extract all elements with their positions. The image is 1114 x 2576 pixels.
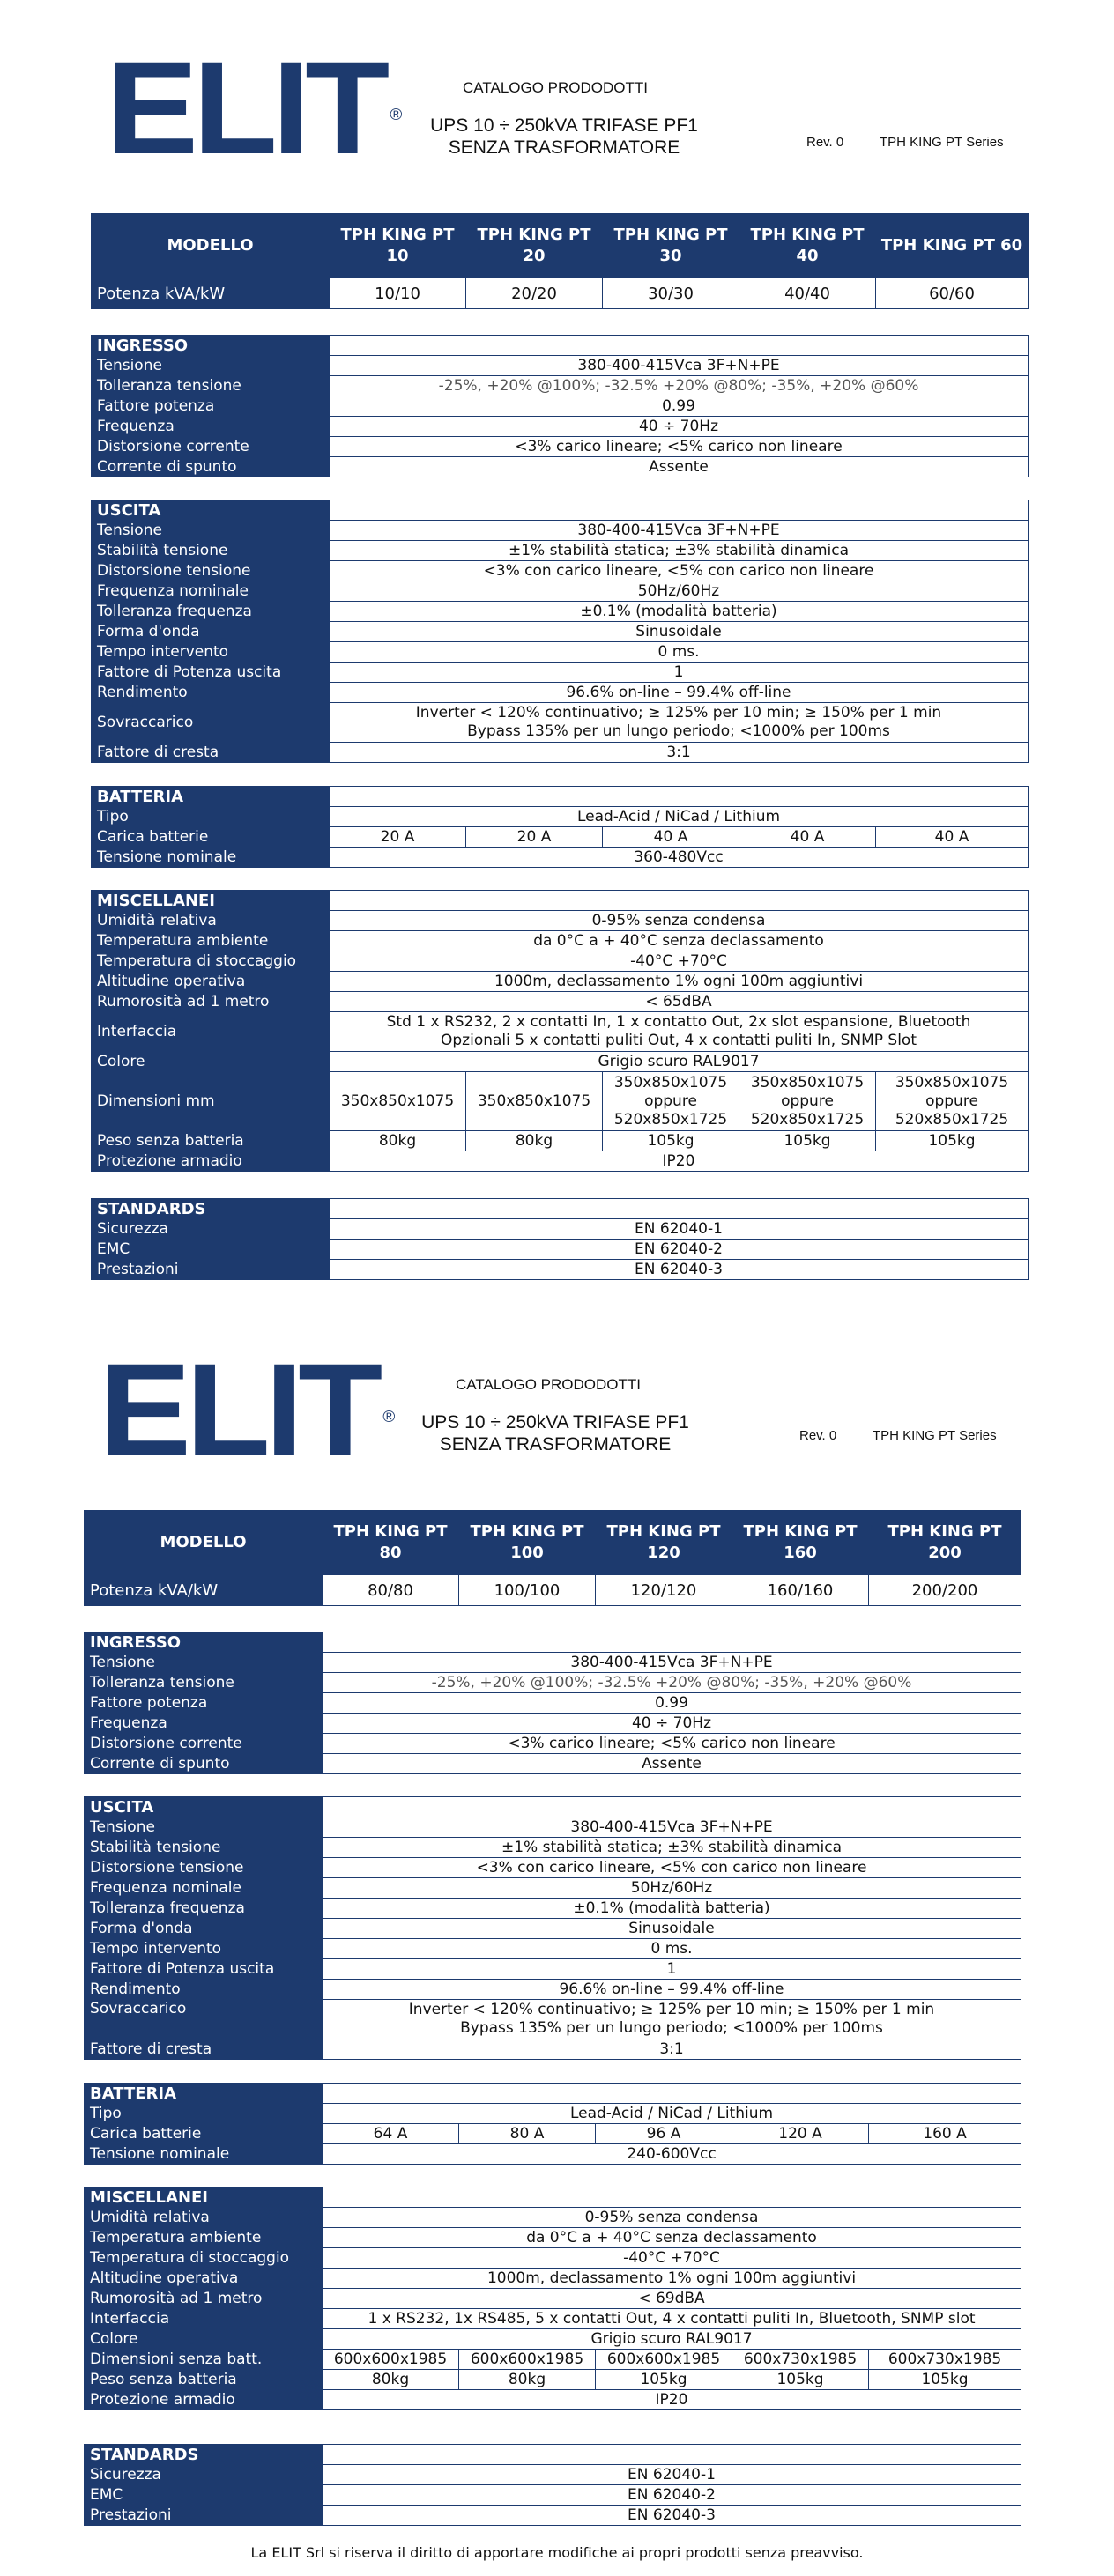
spec-value: 80kg bbox=[330, 1131, 466, 1151]
model-name: TPH KING PT 20 bbox=[466, 214, 603, 278]
spec-label: Interfaccia bbox=[85, 2309, 323, 2329]
elit-logo: ELIT ® bbox=[99, 1336, 396, 1484]
spec-value: ±1% stabilità statica; ±3% stabilità dinamica bbox=[323, 1838, 1021, 1858]
section-title: STANDARDS bbox=[85, 2445, 323, 2465]
spec-value: 350x850x1075 bbox=[466, 1072, 603, 1131]
spec-value: 380-400-415Vca 3F+N+PE bbox=[330, 356, 1029, 376]
spec-value: 50Hz/60Hz bbox=[330, 581, 1029, 602]
power-label: Potenza kVA/kW bbox=[92, 278, 330, 309]
battery-section bbox=[84, 2083, 1021, 2165]
spec-label: Tensione nominale bbox=[85, 2144, 323, 2165]
model-name: TPH KING PT 30 bbox=[603, 214, 739, 278]
spec-value: Lead-Acid / NiCad / Lithium bbox=[330, 807, 1029, 827]
spec-value: < 69dBA bbox=[323, 2289, 1021, 2309]
series-label: TPH KING PT Series bbox=[873, 1428, 997, 1443]
spec-label: Sicurezza bbox=[92, 1219, 330, 1240]
spec-label: Umidità relativa bbox=[85, 2208, 323, 2228]
spec-value: 0.99 bbox=[323, 1693, 1021, 1714]
spec-label: Fattore potenza bbox=[92, 396, 330, 417]
power-value: 200/200 bbox=[869, 1575, 1021, 1606]
spec-value: 50Hz/60Hz bbox=[323, 1878, 1021, 1899]
spec-value: <3% carico lineare; <5% carico non lineare bbox=[330, 437, 1029, 457]
spec-label: Distorsione corrente bbox=[85, 1734, 323, 1754]
spec-label: EMC bbox=[92, 1240, 330, 1260]
model-name: TPH KING PT 120 bbox=[596, 1511, 732, 1575]
spec-value: <3% con carico lineare, <5% con carico non lineare bbox=[323, 1858, 1021, 1878]
spec-value: 1 bbox=[330, 663, 1029, 683]
spec-label: Rendimento bbox=[92, 683, 330, 703]
spec-label: Frequenza nominale bbox=[85, 1878, 323, 1899]
spec-value: 20 A bbox=[466, 827, 603, 848]
spec-label: Rumorosità ad 1 metro bbox=[92, 992, 330, 1012]
catalog-title: CATALOGO PRODODOTTI bbox=[456, 1376, 641, 1393]
power-value: 160/160 bbox=[732, 1575, 869, 1606]
spec-label: Altitudine operativa bbox=[85, 2269, 323, 2289]
model-name: TPH KING PT 200 bbox=[869, 1511, 1021, 1575]
spec-label: Tolleranza tensione bbox=[92, 376, 330, 396]
spec-label: Fattore di Potenza uscita bbox=[92, 663, 330, 683]
model-header-label: MODELLO bbox=[92, 214, 330, 278]
spec-value: -40°C +70°C bbox=[323, 2248, 1021, 2269]
spec-value: 3:1 bbox=[323, 2039, 1021, 2060]
spec-label: Tempo intervento bbox=[85, 1939, 323, 1959]
spec-value: da 0°C a + 40°C senza declassamento bbox=[330, 931, 1029, 951]
spec-value: 1000m, declassamento 1% ogni 100m aggiuntivi bbox=[330, 972, 1029, 992]
spec-label: Distorsione tensione bbox=[85, 1858, 323, 1878]
spec-value: 160 A bbox=[869, 2124, 1021, 2144]
disclaimer-footer: La ELIT Srl si riserva il diritto di apportare modifiche ai propri prodotti senza preavviso. bbox=[250, 2544, 864, 2561]
input-section bbox=[91, 335, 1029, 477]
model-name: TPH KING PT 40 bbox=[739, 214, 876, 278]
spec-value: ±0.1% (modalità batteria) bbox=[330, 602, 1029, 622]
spec-value: 600x600x1985 bbox=[323, 2350, 459, 2370]
power-value: 10/10 bbox=[330, 278, 466, 309]
spec-label: Tensione bbox=[85, 1653, 323, 1673]
spec-label: Corrente di spunto bbox=[92, 457, 330, 477]
spec-label: Tolleranza frequenza bbox=[92, 602, 330, 622]
section-title: STANDARDS bbox=[92, 1199, 330, 1219]
spec-label: Rendimento bbox=[85, 1980, 323, 2000]
spec-value: 105kg bbox=[869, 2370, 1021, 2390]
input-section bbox=[84, 1632, 1021, 1774]
spec-label: Temperatura ambiente bbox=[92, 931, 330, 951]
spec-label: Protezione armadio bbox=[92, 1151, 330, 1172]
section-title: INGRESSO bbox=[85, 1632, 323, 1653]
spec-value: IP20 bbox=[330, 1151, 1029, 1172]
model-name: TPH KING PT 10 bbox=[330, 214, 466, 278]
spec-label: Altitudine operativa bbox=[92, 972, 330, 992]
spec-value: 600x730x1985 bbox=[732, 2350, 869, 2370]
section-title: BATTERIA bbox=[85, 2084, 323, 2104]
spec-value: 80kg bbox=[466, 1131, 603, 1151]
spec-value: IP20 bbox=[323, 2390, 1021, 2410]
spec-label: EMC bbox=[85, 2485, 323, 2506]
spec-value: 40 A bbox=[876, 827, 1029, 848]
power-value: 120/120 bbox=[596, 1575, 732, 1606]
spec-value: Assente bbox=[330, 457, 1029, 477]
spec-label: Corrente di spunto bbox=[85, 1754, 323, 1774]
spec-value: 600x730x1985 bbox=[869, 2350, 1021, 2370]
spec-value: Grigio scuro RAL9017 bbox=[330, 1052, 1029, 1072]
spec-label: Fattore potenza bbox=[85, 1693, 323, 1714]
spec-label: Prestazioni bbox=[92, 1260, 330, 1280]
spec-value: Std 1 x RS232, 2 x contatti In, 1 x contatto Out, 2x slot espansione, Bluetooth Opzionali 5 x contatti puliti Out, 4 x contatti puliti In, SNMP Slot bbox=[330, 1012, 1029, 1052]
spec-label: Tensione bbox=[85, 1817, 323, 1838]
spec-value: < 65dBA bbox=[330, 992, 1029, 1012]
misc-section bbox=[91, 890, 1029, 1172]
power-value: 80/80 bbox=[323, 1575, 459, 1606]
spec-label: Prestazioni bbox=[85, 2506, 323, 2526]
spec-value: Inverter < 120% continuativo; ≥ 125% per 10 min; ≥ 150% per 1 min Bypass 135% per un lungo periodo; <1000% per 100ms bbox=[323, 2000, 1021, 2039]
battery-section bbox=[91, 786, 1029, 868]
spec-label: Carica batterie bbox=[92, 827, 330, 848]
spec-label: Sovraccarico bbox=[85, 2000, 323, 2039]
output-section bbox=[91, 500, 1029, 763]
output-section bbox=[84, 1796, 1021, 2060]
spec-label: Temperatura di stoccaggio bbox=[85, 2248, 323, 2269]
power-value: 40/40 bbox=[739, 278, 876, 309]
spec-value: 1000m, declassamento 1% ogni 100m aggiuntivi bbox=[323, 2269, 1021, 2289]
spec-value: 0.99 bbox=[330, 396, 1029, 417]
product-range-title: UPS 10 ÷ 250kVA TRIFASE PF1 SENZA TRASFORMATORE bbox=[421, 1412, 689, 1455]
spec-value: <3% carico lineare; <5% carico non lineare bbox=[323, 1734, 1021, 1754]
spec-value: 350x850x1075 oppure 520x850x1725 bbox=[739, 1072, 876, 1131]
model-table bbox=[91, 213, 1029, 309]
spec-value: 80kg bbox=[323, 2370, 459, 2390]
spec-value: 80kg bbox=[459, 2370, 596, 2390]
spec-value: ±0.1% (modalità batteria) bbox=[323, 1899, 1021, 1919]
spec-value: 64 A bbox=[323, 2124, 459, 2144]
spec-label: Dimensioni senza batt. bbox=[85, 2350, 323, 2370]
spec-value: 105kg bbox=[596, 2370, 732, 2390]
spec-label: Stabilità tensione bbox=[85, 1838, 323, 1858]
spec-label: Distorsione tensione bbox=[92, 561, 330, 581]
spec-label: Umidità relativa bbox=[92, 911, 330, 931]
spec-value: 360-480Vcc bbox=[330, 848, 1029, 868]
model-name: TPH KING PT 60 bbox=[876, 214, 1029, 278]
spec-value: 350x850x1075 oppure 520x850x1725 bbox=[603, 1072, 739, 1131]
spec-label: Tipo bbox=[85, 2104, 323, 2124]
spec-value: Sinusoidale bbox=[323, 1919, 1021, 1939]
spec-label: Interfaccia bbox=[92, 1012, 330, 1052]
spec-label: Temperatura ambiente bbox=[85, 2228, 323, 2248]
spec-value: 3:1 bbox=[330, 743, 1029, 763]
spec-value: EN 62040-1 bbox=[330, 1219, 1029, 1240]
spec-value: 40 ÷ 70Hz bbox=[330, 417, 1029, 437]
spec-value: 1 x RS232, 1x RS485, 5 x contatti Out, 4 x contatti puliti In, Bluetooth, SNMP slot bbox=[323, 2309, 1021, 2329]
spec-label: Peso senza batteria bbox=[85, 2370, 323, 2390]
spec-label: Protezione armadio bbox=[85, 2390, 323, 2410]
spec-label: Dimensioni mm bbox=[92, 1072, 330, 1131]
spec-value: <3% con carico lineare, <5% con carico non lineare bbox=[330, 561, 1029, 581]
spec-value: 1 bbox=[323, 1959, 1021, 1980]
power-label: Potenza kVA/kW bbox=[85, 1575, 323, 1606]
spec-label: Frequenza nominale bbox=[92, 581, 330, 602]
spec-value: EN 62040-3 bbox=[330, 1260, 1029, 1280]
spec-label: Tolleranza frequenza bbox=[85, 1899, 323, 1919]
spec-label: Sicurezza bbox=[85, 2465, 323, 2485]
model-name: TPH KING PT 80 bbox=[323, 1511, 459, 1575]
spec-label: Sovraccarico bbox=[92, 703, 330, 743]
spec-value: Lead-Acid / NiCad / Lithium bbox=[323, 2104, 1021, 2124]
model-header-label: MODELLO bbox=[85, 1511, 323, 1575]
spec-value: 350x850x1075 bbox=[330, 1072, 466, 1131]
spec-label: Rumorosità ad 1 metro bbox=[85, 2289, 323, 2309]
spec-value: 240-600Vcc bbox=[323, 2144, 1021, 2165]
spec-value: EN 62040-2 bbox=[323, 2485, 1021, 2506]
spec-label: Fattore di cresta bbox=[92, 743, 330, 763]
spec-value: 105kg bbox=[732, 2370, 869, 2390]
spec-label: Tolleranza tensione bbox=[85, 1673, 323, 1693]
spec-value: -40°C +70°C bbox=[330, 951, 1029, 972]
spec-label: Distorsione corrente bbox=[92, 437, 330, 457]
power-value: 30/30 bbox=[603, 278, 739, 309]
spec-value: -25%, +20% @100%; -32.5% +20% @80%; -35%, +20% @60% bbox=[323, 1673, 1021, 1693]
spec-label: Tensione bbox=[92, 521, 330, 541]
spec-value: EN 62040-2 bbox=[330, 1240, 1029, 1260]
spec-label: Tipo bbox=[92, 807, 330, 827]
standards-section bbox=[84, 2444, 1021, 2526]
spec-value: ±1% stabilità statica; ±3% stabilità dinamica bbox=[330, 541, 1029, 561]
spec-value: 380-400-415Vca 3F+N+PE bbox=[330, 521, 1029, 541]
revision-label: Rev. 0 bbox=[806, 135, 844, 150]
revision-label: Rev. 0 bbox=[799, 1428, 837, 1443]
spec-label: Frequenza bbox=[92, 417, 330, 437]
spec-value: 96.6% on-line – 99.4% off-line bbox=[330, 683, 1029, 703]
power-value: 60/60 bbox=[876, 278, 1029, 309]
spec-value: 0-95% senza condensa bbox=[330, 911, 1029, 931]
spec-label: Peso senza batteria bbox=[92, 1131, 330, 1151]
spec-label: Colore bbox=[85, 2329, 323, 2350]
section-title: BATTERIA bbox=[92, 787, 330, 807]
section-title: USCITA bbox=[85, 1797, 323, 1817]
spec-value: 40 A bbox=[603, 827, 739, 848]
spec-label: Frequenza bbox=[85, 1714, 323, 1734]
spec-value: 105kg bbox=[739, 1131, 876, 1151]
spec-label: Tensione bbox=[92, 356, 330, 376]
spec-value: 40 ÷ 70Hz bbox=[323, 1714, 1021, 1734]
spec-value: 80 A bbox=[459, 2124, 596, 2144]
power-value: 20/20 bbox=[466, 278, 603, 309]
spec-value: 0 ms. bbox=[330, 642, 1029, 663]
section-title: MISCELLANEI bbox=[92, 891, 330, 911]
spec-label: Stabilità tensione bbox=[92, 541, 330, 561]
spec-label: Colore bbox=[92, 1052, 330, 1072]
spec-value: 380-400-415Vca 3F+N+PE bbox=[323, 1817, 1021, 1838]
spec-value: Grigio scuro RAL9017 bbox=[323, 2329, 1021, 2350]
spec-value: 40 A bbox=[739, 827, 876, 848]
spec-value: -25%, +20% @100%; -32.5% +20% @80%; -35%, +20% @60% bbox=[330, 376, 1029, 396]
spec-label: Tempo intervento bbox=[92, 642, 330, 663]
elit-logo: ELIT ® bbox=[106, 33, 403, 181]
spec-label: Forma d'onda bbox=[92, 622, 330, 642]
spec-value: 380-400-415Vca 3F+N+PE bbox=[323, 1653, 1021, 1673]
spec-label: Fattore di cresta bbox=[85, 2039, 323, 2060]
spec-value: 0-95% senza condensa bbox=[323, 2208, 1021, 2228]
catalog-title: CATALOGO PRODODOTTI bbox=[463, 79, 648, 96]
spec-value: Assente bbox=[323, 1754, 1021, 1774]
spec-value: 120 A bbox=[732, 2124, 869, 2144]
power-value: 100/100 bbox=[459, 1575, 596, 1606]
section-title: MISCELLANEI bbox=[85, 2187, 323, 2208]
standards-section bbox=[91, 1198, 1029, 1280]
spec-label: Carica batterie bbox=[85, 2124, 323, 2144]
model-table bbox=[84, 1510, 1021, 1606]
model-name: TPH KING PT 100 bbox=[459, 1511, 596, 1575]
spec-value: Sinusoidale bbox=[330, 622, 1029, 642]
spec-value: 96.6% on-line – 99.4% off-line bbox=[323, 1980, 1021, 2000]
spec-value: 600x600x1985 bbox=[459, 2350, 596, 2370]
spec-value: 105kg bbox=[876, 1131, 1029, 1151]
misc-section bbox=[84, 2187, 1021, 2410]
spec-value: 600x600x1985 bbox=[596, 2350, 732, 2370]
spec-label: Forma d'onda bbox=[85, 1919, 323, 1939]
spec-value: EN 62040-3 bbox=[323, 2506, 1021, 2526]
product-range-title: UPS 10 ÷ 250kVA TRIFASE PF1 SENZA TRASFORMATORE bbox=[430, 115, 698, 158]
spec-value: 350x850x1075 oppure 520x850x1725 bbox=[876, 1072, 1029, 1131]
section-title: USCITA bbox=[92, 500, 330, 521]
spec-label: Temperatura di stoccaggio bbox=[92, 951, 330, 972]
spec-label: Tensione nominale bbox=[92, 848, 330, 868]
series-label: TPH KING PT Series bbox=[880, 135, 1004, 150]
section-title: INGRESSO bbox=[92, 336, 330, 356]
spec-value: 20 A bbox=[330, 827, 466, 848]
spec-value: EN 62040-1 bbox=[323, 2465, 1021, 2485]
spec-value: 0 ms. bbox=[323, 1939, 1021, 1959]
spec-label: Fattore di Potenza uscita bbox=[85, 1959, 323, 1980]
spec-value: da 0°C a + 40°C senza declassamento bbox=[323, 2228, 1021, 2248]
spec-value: 96 A bbox=[596, 2124, 732, 2144]
spec-value: Inverter < 120% continuativo; ≥ 125% per 10 min; ≥ 150% per 1 min Bypass 135% per un lungo periodo; <1000% per 100ms bbox=[330, 703, 1029, 743]
spec-value: 105kg bbox=[603, 1131, 739, 1151]
model-name: TPH KING PT 160 bbox=[732, 1511, 869, 1575]
